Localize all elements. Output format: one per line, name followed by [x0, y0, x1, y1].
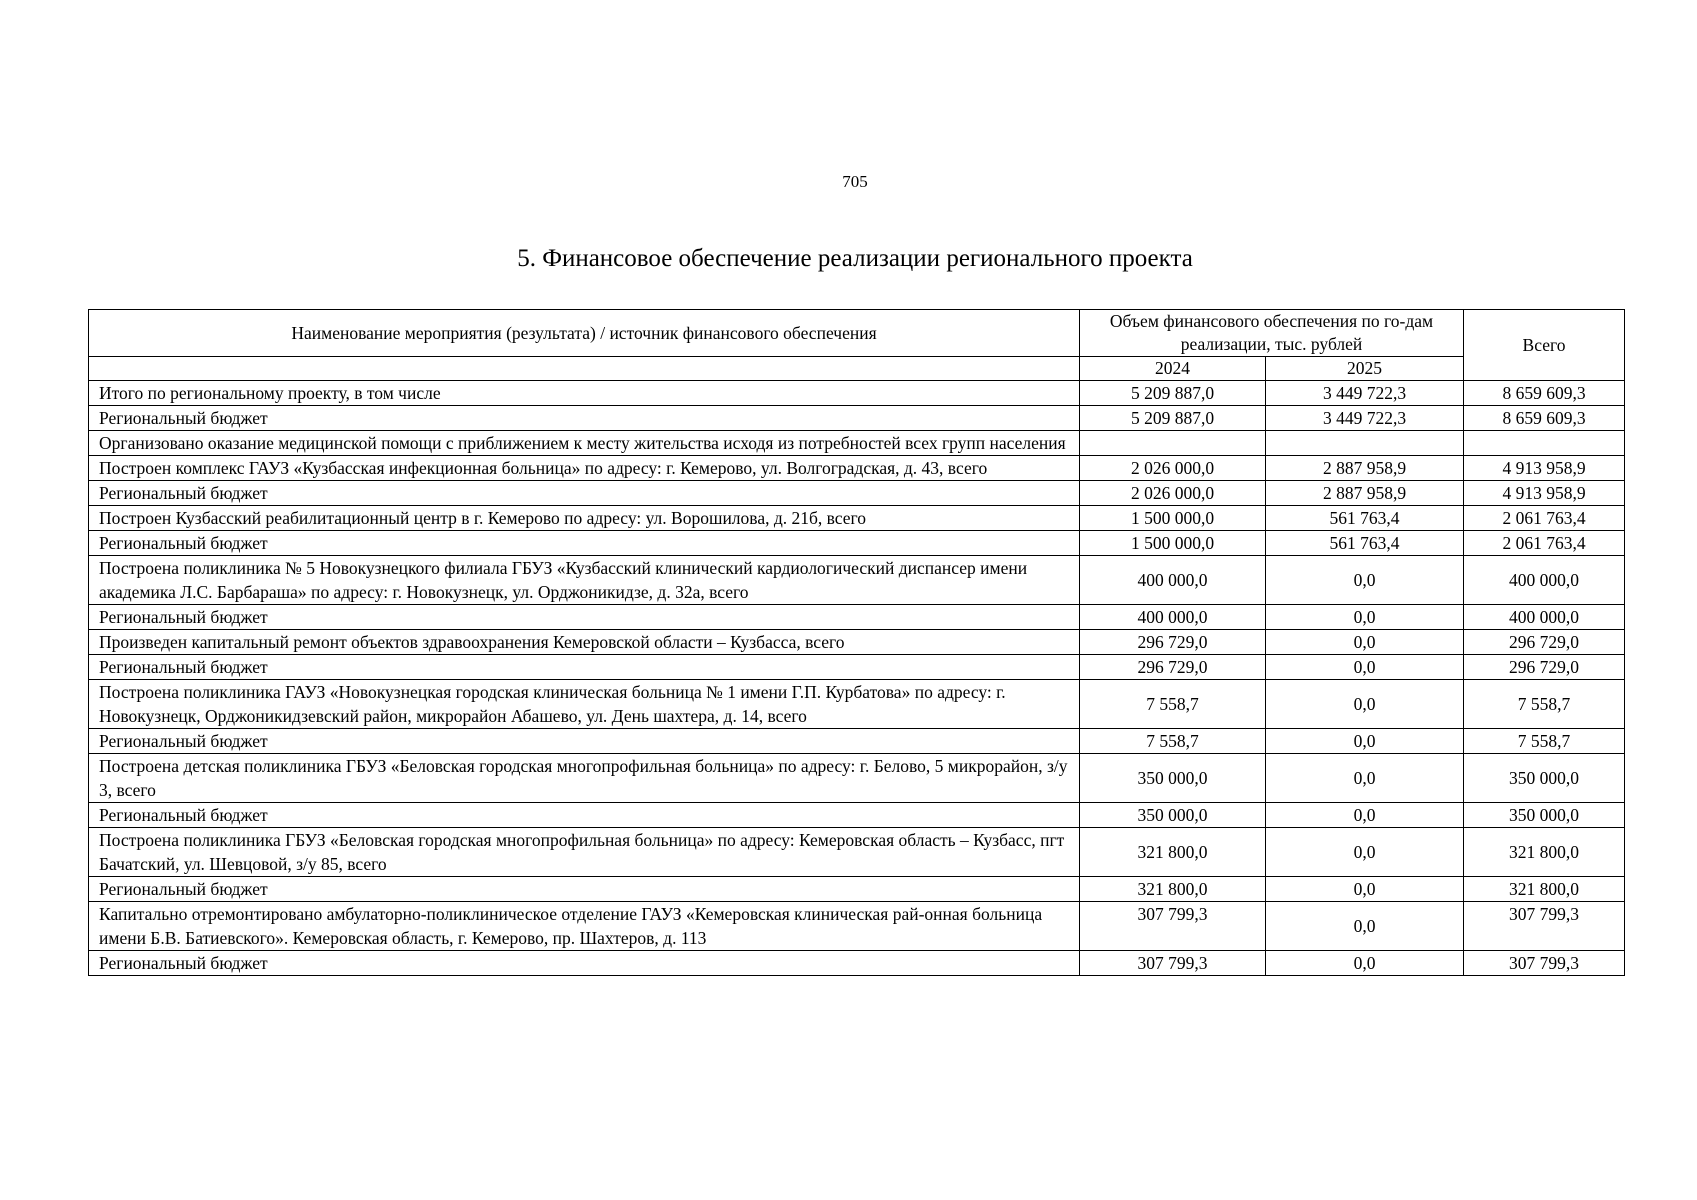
row-total-cell: 2 061 763,4 — [1464, 506, 1625, 531]
row-total-cell: 321 800,0 — [1464, 877, 1625, 902]
row-2025-cell: 561 763,4 — [1266, 506, 1464, 531]
row-name-cell: Региональный бюджет — [89, 877, 1080, 902]
table-row — [89, 655, 1625, 680]
row-name-cell: Региональный бюджет — [89, 951, 1080, 976]
row-2024-cell: 2 026 000,0 — [1080, 456, 1266, 481]
table-row — [89, 506, 1625, 531]
row-2024-cell: 400 000,0 — [1080, 556, 1266, 605]
table-row — [89, 754, 1625, 803]
row-2024-cell: 5 209 887,0 — [1080, 381, 1266, 406]
table-row — [89, 456, 1625, 481]
row-2024-cell: 7 558,7 — [1080, 680, 1266, 729]
row-2025-cell: 0,0 — [1266, 655, 1464, 680]
row-total-cell: 400 000,0 — [1464, 605, 1625, 630]
row-name-cell: Итого по региональному проекту, в том числе — [89, 381, 1080, 406]
financing-table — [88, 309, 1625, 976]
row-total-cell: 350 000,0 — [1464, 754, 1625, 803]
row-2025-cell: 2 887 958,9 — [1266, 456, 1464, 481]
row-2025-cell: 0,0 — [1266, 729, 1464, 754]
row-name-cell: Построена поликлиника ГБУЗ «Беловская городская многопрофильная больница» по адресу: Кемеровская область – Кузбасс, пгт Бачатский, ул. Шевцовой, з/у 85, всего — [89, 828, 1080, 877]
table-row — [89, 877, 1625, 902]
row-name-cell: Региональный бюджет — [89, 655, 1080, 680]
table-row — [89, 381, 1625, 406]
row-total-cell: 400 000,0 — [1464, 556, 1625, 605]
table-row — [89, 556, 1625, 605]
row-total-cell: 8 659 609,3 — [1464, 406, 1625, 431]
row-total-cell: 321 800,0 — [1464, 828, 1625, 877]
table-row — [89, 680, 1625, 729]
row-name-cell: Построена поликлиника ГАУЗ «Новокузнецкая городская клиническая больница № 1 имени Г.П. Курбатова» по адресу: г. Новокузнецк, Орджоникидзевский район, микрорайон Абашево, ул. День шахтера, д. 14, всего — [89, 680, 1080, 729]
row-total-cell: 2 061 763,4 — [1464, 531, 1625, 556]
table-row — [89, 828, 1625, 877]
row-2024-cell — [1080, 431, 1266, 456]
row-total-cell: 7 558,7 — [1464, 729, 1625, 754]
row-name-cell: Региональный бюджет — [89, 531, 1080, 556]
row-2025-cell: 2 887 958,9 — [1266, 481, 1464, 506]
table-row — [89, 729, 1625, 754]
row-2024-cell: 5 209 887,0 — [1080, 406, 1266, 431]
row-name-cell: Произведен капитальный ремонт объектов здравоохранения Кемеровской области – Кузбасса, всего — [89, 630, 1080, 655]
row-2024-cell: 321 800,0 — [1080, 828, 1266, 877]
row-2024-cell: 296 729,0 — [1080, 655, 1266, 680]
row-2024-cell: 1 500 000,0 — [1080, 506, 1266, 531]
row-total-cell: 8 659 609,3 — [1464, 381, 1625, 406]
header-total: Всего — [1464, 310, 1625, 381]
table-row — [89, 431, 1625, 456]
row-2025-cell: 0,0 — [1266, 951, 1464, 976]
row-2024-cell: 7 558,7 — [1080, 729, 1266, 754]
row-2025-cell: 0,0 — [1266, 902, 1464, 951]
row-total-cell — [1464, 431, 1625, 456]
row-2024-cell: 2 026 000,0 — [1080, 481, 1266, 506]
table-row — [89, 481, 1625, 506]
row-name-cell: Региональный бюджет — [89, 803, 1080, 828]
row-2024-cell: 350 000,0 — [1080, 754, 1266, 803]
table-row — [89, 605, 1625, 630]
row-2024-cell: 1 500 000,0 — [1080, 531, 1266, 556]
row-2025-cell: 561 763,4 — [1266, 531, 1464, 556]
row-name-cell: Региональный бюджет — [89, 406, 1080, 431]
row-name-cell: Организовано оказание медицинской помощи с приближением к месту жительства исходя из потребностей всех групп населения — [89, 431, 1080, 456]
table-row — [89, 531, 1625, 556]
header-year-2025: 2025 — [1266, 357, 1464, 381]
row-2025-cell: 0,0 — [1266, 828, 1464, 877]
section-title: 5. Финансовое обеспечение реализации регионального проекта — [517, 245, 1193, 272]
row-2025-cell: 3 449 722,3 — [1266, 381, 1464, 406]
row-total-cell: 4 913 958,9 — [1464, 481, 1625, 506]
row-name-cell: Региональный бюджет — [89, 729, 1080, 754]
table-row — [89, 406, 1625, 431]
header-name-spacer — [89, 357, 1080, 381]
table-row — [89, 951, 1625, 976]
table-body — [89, 381, 1625, 976]
row-2024-cell: 350 000,0 — [1080, 803, 1266, 828]
row-name-cell: Региональный бюджет — [89, 481, 1080, 506]
row-name-cell: Региональный бюджет — [89, 605, 1080, 630]
table-row — [89, 630, 1625, 655]
row-2025-cell: 0,0 — [1266, 877, 1464, 902]
row-2024-cell: 307 799,3 — [1080, 951, 1266, 976]
page-number: 705 — [842, 172, 868, 191]
row-2025-cell: 0,0 — [1266, 803, 1464, 828]
row-2024-cell: 321 800,0 — [1080, 877, 1266, 902]
row-2025-cell — [1266, 431, 1464, 456]
row-2025-cell: 0,0 — [1266, 605, 1464, 630]
row-total-cell: 296 729,0 — [1464, 655, 1625, 680]
row-2025-cell: 0,0 — [1266, 556, 1464, 605]
row-name-cell: Построен Кузбасский реабилитационный центр в г. Кемерово по адресу: ул. Ворошилова, д. 21б, всего — [89, 506, 1080, 531]
row-total-cell: 296 729,0 — [1464, 630, 1625, 655]
row-total-cell: 350 000,0 — [1464, 803, 1625, 828]
row-name-cell: Построена детская поликлиника ГБУЗ «Беловская городская многопрофильная больница» по адресу: г. Белово, 5 микрорайон, з/у 3, всего — [89, 754, 1080, 803]
row-name-cell: Построена поликлиника № 5 Новокузнецкого филиала ГБУЗ «Кузбасский клинический кардиологический диспансер имени академика Л.С. Барбараша» по адресу: г. Новокузнецк, ул. Орджоникидзе, д. 32а, всего — [89, 556, 1080, 605]
header-year-2024: 2024 — [1080, 357, 1266, 381]
row-2025-cell: 0,0 — [1266, 680, 1464, 729]
row-name-cell: Капитально отремонтировано амбулаторно-поликлиническое отделение ГАУЗ «Кемеровская клиническая рай-онная больница имени Б.В. Батиевского». Кемеровская область, г. Кемерово, пр. Шахтеров, д. 113 — [89, 902, 1080, 951]
row-2024-cell: 307 799,3 — [1080, 902, 1266, 951]
row-2024-cell: 296 729,0 — [1080, 630, 1266, 655]
row-2025-cell: 3 449 722,3 — [1266, 406, 1464, 431]
row-total-cell: 7 558,7 — [1464, 680, 1625, 729]
table-row — [89, 902, 1625, 951]
row-total-cell: 4 913 958,9 — [1464, 456, 1625, 481]
row-2025-cell: 0,0 — [1266, 630, 1464, 655]
table-row — [89, 803, 1625, 828]
row-total-cell: 307 799,3 — [1464, 902, 1625, 951]
header-volume: Объем финансового обеспечения по го-дам реализации, тыс. рублей — [1080, 310, 1464, 357]
row-2024-cell: 400 000,0 — [1080, 605, 1266, 630]
header-name: Наименование мероприятия (результата) / источник финансового обеспечения — [89, 310, 1080, 357]
row-total-cell: 307 799,3 — [1464, 951, 1625, 976]
row-2025-cell: 0,0 — [1266, 754, 1464, 803]
row-name-cell: Построен комплекс ГАУЗ «Кузбасская инфекционная больница» по адресу: г. Кемерово, ул. Волгоградская, д. 43, всего — [89, 456, 1080, 481]
